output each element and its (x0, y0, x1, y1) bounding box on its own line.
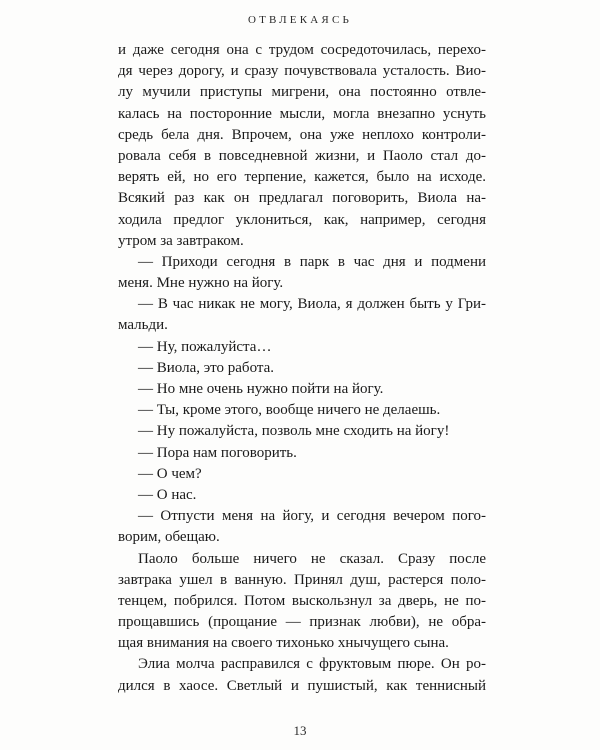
text-line: — Ну пожалуйста, позволь мне сходить на йогу! (138, 423, 450, 440)
text-line: калась на посторонние мысли, могла внезапно уснуть (118, 105, 486, 122)
text-line: — О чем? (138, 465, 202, 482)
text-line: — Ну, пожалуйста… (138, 338, 272, 355)
text-line: прощавшись (прощание — признак любви), не обра- (118, 614, 486, 631)
text-line: — О нас. (138, 486, 197, 503)
text-line: меня. Мне нужно на йогу. (118, 275, 284, 292)
text-line: — Ты, кроме этого, вообще ничего не делаешь. (138, 402, 441, 419)
text-line: мальди. (118, 317, 168, 334)
text-line: — Отпусти меня на йогу, и сегодня вечером пого- (138, 508, 486, 525)
text-line: ворим, обещаю. (118, 529, 220, 546)
text-line: и даже сегодня она с трудом сосредоточилась, перехо- (118, 42, 486, 58)
text-line: — Виола, это работа. (138, 359, 275, 376)
text-line: ровала себя в повседневной жизни, и Паоло стал до- (118, 147, 486, 164)
text-line: тенцем, побрился. Потом выскользнул за дверь, не по- (118, 592, 486, 609)
text-line: утром за завтраком. (118, 232, 244, 249)
text-line: — Приходи сегодня в парк в час дня и подмени (138, 253, 486, 270)
text-line: — Пора нам поговорить. (138, 444, 297, 461)
body-text (118, 40, 486, 697)
text-line: Всякий раз как он предлагал поговорить, Виола на- (118, 190, 486, 207)
text-line: Элиа молча расправился с фруктовым пюре. Он ро- (138, 656, 486, 673)
text-line: ходила предлог уклониться, как, например, сегодня (118, 211, 486, 228)
text-line: верять ей, но его терпение, кажется, было на исходе. (118, 169, 486, 186)
text-line: — В час никак не могу, Виола, я должен быть у Гри- (138, 296, 486, 313)
text-line: дя через дорогу, и сразу почувствовала усталость. Вио- (118, 63, 486, 80)
text-line: Паоло больше ничего не сказал. Сразу после (138, 550, 486, 567)
text-line: щая внимания на своего тихонько хнычущего сына. (118, 635, 449, 652)
text-line: средь бела дня. Впрочем, она уже неплохо контроли- (118, 126, 486, 143)
text-line: лу мучили приступы мигрени, она постоянно отвле- (118, 84, 486, 101)
text-line: — Но мне очень нужно пойти на йогу. (138, 381, 384, 397)
text-line: завтрака ушел в ванную. Принял душ, растерся поло- (118, 571, 486, 588)
running-head: ОТВЛЕКАЯСЬ (247, 14, 353, 26)
page-number: 13 (293, 723, 307, 738)
text-line: дился в хаосе. Светлый и пушистый, как теннисный (118, 677, 486, 694)
